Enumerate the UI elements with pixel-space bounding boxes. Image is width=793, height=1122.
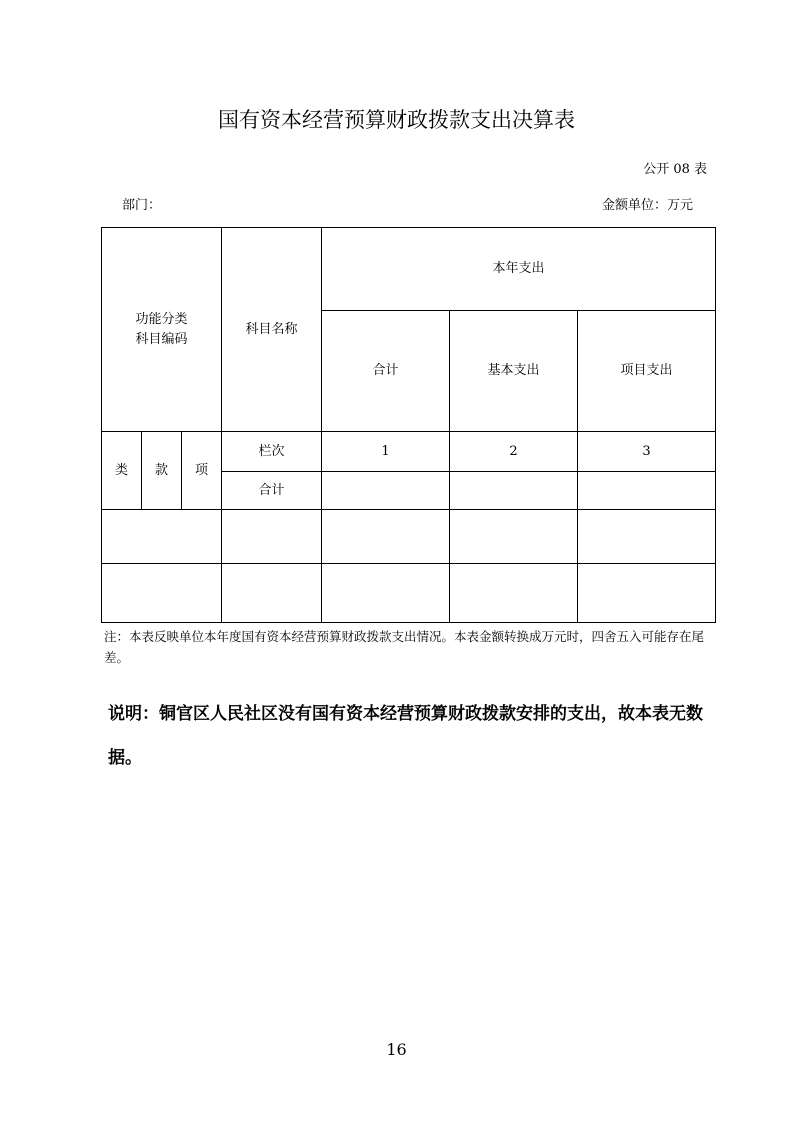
table-cell: [578, 510, 716, 564]
table-note: 注：本表反映单位本年度国有资本经营预算财政拨款支出情况。本表金额转换成万元时，四舍五入可能存在尾差。: [104, 629, 705, 665]
amount-unit-label: 金额单位：万元: [601, 198, 693, 213]
table-cell: [102, 510, 222, 564]
explanation-text: 说明：铜官区人民社区没有国有资本经营预算财政拨款安排的支出，故本表无数据。: [108, 704, 703, 768]
function-class-header-line1: 功能分类: [135, 311, 188, 327]
table-row: [102, 510, 716, 564]
total-column-header: 合计: [322, 311, 450, 432]
subject-name-header: 科目名称: [222, 228, 322, 432]
column-number-row: [102, 432, 716, 472]
category-lei-header: 类: [102, 432, 142, 510]
column-number-3: 3: [578, 432, 716, 472]
table-cell: [222, 564, 322, 623]
table-cell: [322, 564, 450, 623]
category-kuan-header: 款: [142, 432, 182, 510]
table-cell: [578, 564, 716, 623]
page-title: 国有资本经营预算财政拨款支出决算表: [218, 108, 575, 132]
department-label: 部门：: [122, 198, 162, 213]
table-cell: [222, 510, 322, 564]
table-cell: [322, 510, 450, 564]
function-class-header: [102, 228, 222, 432]
function-class-header-line2: 科目编码: [135, 331, 188, 347]
total-cell: [322, 472, 450, 510]
total-row-label: 合计: [222, 472, 322, 510]
expenditure-table: [101, 227, 716, 623]
total-cell: [578, 472, 716, 510]
table-cell: [450, 510, 578, 564]
table-cell: [450, 564, 578, 623]
category-xiang-header: 项: [182, 432, 222, 510]
table-row: [102, 564, 716, 623]
basic-expenditure-header: 基本支出: [450, 311, 578, 432]
total-cell: [450, 472, 578, 510]
column-number-label: 栏次: [222, 432, 322, 472]
column-number-2: 2: [450, 432, 578, 472]
form-number: 公开 08 表: [643, 162, 707, 177]
current-year-expenditure-header: 本年支出: [322, 228, 716, 311]
project-expenditure-header: 项目支出: [578, 311, 716, 432]
table-header-row: [102, 228, 716, 311]
table-cell: [102, 564, 222, 623]
page-number: 16: [386, 1040, 407, 1059]
column-number-1: 1: [322, 432, 450, 472]
